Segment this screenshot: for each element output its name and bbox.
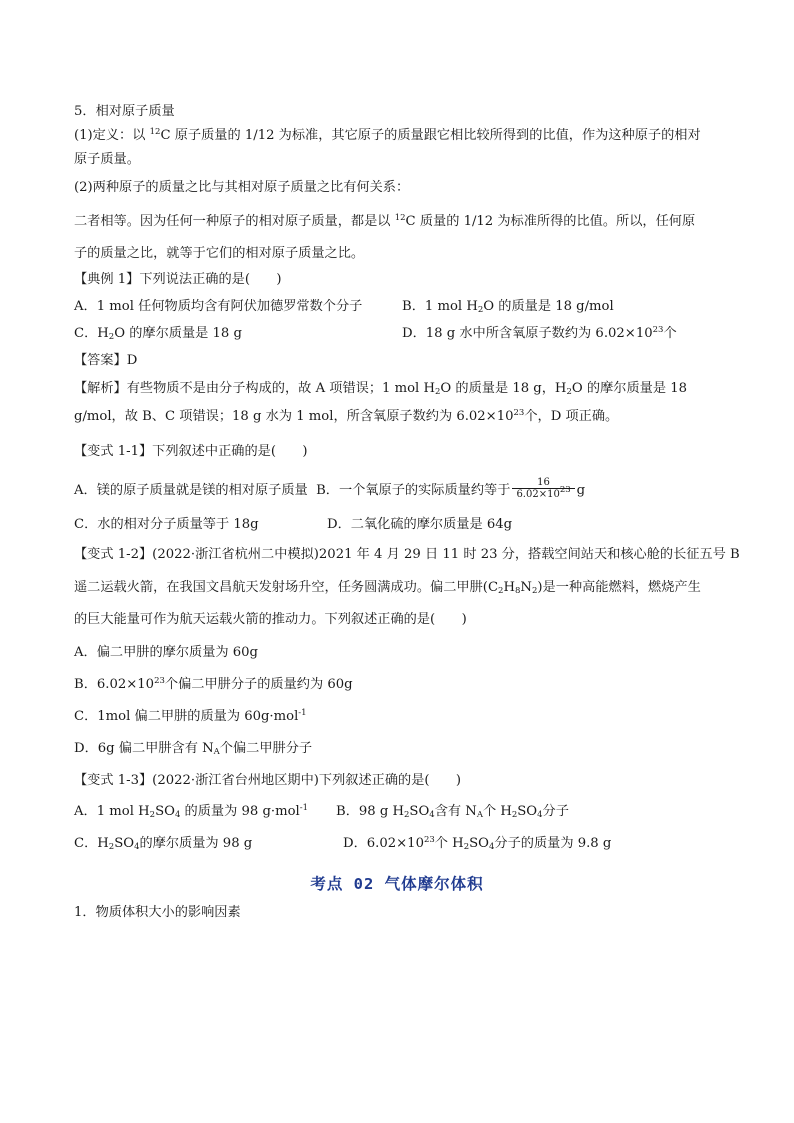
variant11-options-ab: A．镁的原子质量就是镁的相对原子质量 B．一个氧原子的实际质量约等于 $\frac{16}{6.02\times 10^{23}}$ g <box>74 477 586 500</box>
variant11-option-d: D．二氧化硫的摩尔质量是 64g <box>327 517 513 532</box>
section5-answer-line2: 子的质量之比，就等于它们的相对原子质量之比。 <box>74 246 365 261</box>
variant13-option-c: C．$H_2SO_4$的摩尔质量为 98 g <box>74 836 253 852</box>
variant12-label-line3: 的巨大能量可作为航天运载火箭的推动力。下列叙述正确的是( ) <box>74 612 467 627</box>
variant12-label-line2: 遥二运载火箭，在我国文昌航天发射场升空，任务圆满成功。偏二甲肼$(C_2H_8N_2)$是一种高能燃料，燃烧产生 <box>74 580 701 596</box>
variant13-option-d: D．$6.02\times 10^{23}$个 $H_2SO_4$分子的质量为 9.8 g <box>343 835 612 852</box>
variant13-option-a: A．1 mol $H_2SO_4$ 的质量为 98 g·mol$^{-1}$ <box>74 803 309 820</box>
variant13-label: 【变式 1-3】(2022·浙江省台州地区期中)下列叙述正确的是( ) <box>74 773 462 788</box>
section-heading-gas-molar-volume: 考点 02 气体摩尔体积 <box>310 875 484 893</box>
section5-title: 5．相对原子质量 <box>74 104 175 119</box>
example1-label: 【典例 1】下列说法正确的是( ) <box>74 272 282 287</box>
section5-definition-cont: 原子质量。 <box>74 152 140 167</box>
variant11-label: 【变式 1-1】下列叙述中正确的是( ) <box>74 444 308 459</box>
example1-option-d: D．18 g 水中所含氧原子数约为 $6.02\times 10^{23}$个 <box>402 325 677 341</box>
section5-answer-line1: 二者相等。因为任何一种原子的相对原子质量，都是以 $^{12}$C 质量的 1/12 为标准所得的比值。所以，任何原 <box>74 213 696 229</box>
variant12-label-line1: 【变式 1-2】(2022·浙江省杭州二中模拟)2021 年 4 月 29 日 11 时 23 分，搭载空间站天和核心舱的长征五号 B <box>74 547 740 562</box>
section5-definition: (1)定义：以 $^{12}$C 原子质量的 1/12 为标准，其它原子的质量跟它相比较所得到的比值，作为这种原子的相对 <box>74 127 701 143</box>
variant13-option-b: B．98 g $H_2SO_4$含有 $N_A$个 $H_2SO_4$分子 <box>336 804 569 820</box>
variant12-option-d: D．6g 偏二甲肼含有 $N_A$个偏二甲肼分子 <box>74 741 313 757</box>
variant12-option-b: B．$6.02\times 10^{23}$个偏二甲肼分子的质量约为 60g <box>74 676 353 692</box>
fraction-16-over-avogadro: $\frac{16}{6.02\times 10^{23}}$ <box>512 477 574 500</box>
example1-option-b: B．1 mol $H_2O$ 的质量是 18 g/mol <box>402 299 614 315</box>
section5-question2: (2)两种原子的质量之比与其相对原子质量之比有何关系： <box>74 180 410 195</box>
example1-option-a: A．1 mol 任何物质均含有阿伏加德罗常数个分子 <box>74 299 363 314</box>
variant11-option-c: C．水的相对分子质量等于 18g <box>74 517 259 532</box>
example1-answer: 【答案】D <box>74 353 138 368</box>
variant12-option-c: C．1mol 偏二甲肼的质量为 60g·mol$^{-1}$ <box>74 708 307 724</box>
example1-analysis-line2: g/mol，故 B、C 项错误；18 g 水为 1 mol，所含氧原子数约为 $6.02\times 10^{23}$个，D 项正确。 <box>74 408 619 424</box>
variant12-option-a: A．偏二甲肼的摩尔质量为 60g <box>74 645 258 660</box>
section1-title: 1．物质体积大小的影响因素 <box>74 905 241 920</box>
example1-analysis-line1: 【解析】有些物质不是由分子构成的，故 A 项错误；1 mol $H_2O$ 的质量是 18 g，$H_2O$ 的摩尔质量是 18 <box>74 381 687 397</box>
example1-option-c: C．$H_2O$ 的摩尔质量是 18 g <box>74 326 242 342</box>
